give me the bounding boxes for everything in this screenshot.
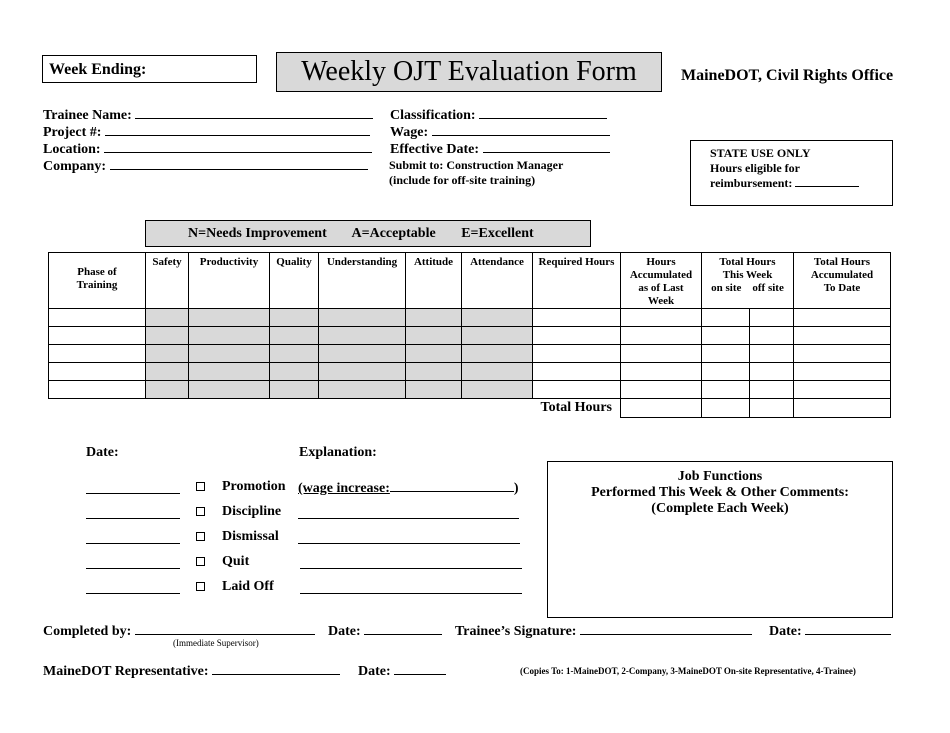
hours-cell[interactable]: [750, 327, 794, 345]
wage-field[interactable]: [390, 123, 610, 141]
representative-date-field[interactable]: [358, 662, 446, 680]
hours-cell[interactable]: [750, 363, 794, 381]
rating-cell[interactable]: [462, 327, 533, 345]
effective-date-field[interactable]: [390, 140, 610, 158]
col-hours-accumulated: Hours Accumulated as of Last Week: [621, 253, 702, 309]
reimbursement-line[interactable]: [795, 176, 859, 187]
hours-cell[interactable]: [702, 345, 750, 363]
company-line[interactable]: [110, 157, 368, 170]
hours-cell[interactable]: [533, 327, 621, 345]
phase-cell[interactable]: [49, 345, 146, 363]
hours-cell[interactable]: [621, 327, 702, 345]
state-use-box: [690, 140, 893, 206]
completed-by-line[interactable]: [135, 622, 315, 635]
wage-increase-close: ): [513, 481, 519, 496]
hours-cell[interactable]: [621, 381, 702, 399]
promotion-date-line[interactable]: [86, 493, 180, 494]
state-use-line1: Hours eligible for: [710, 161, 800, 175]
rating-cell[interactable]: [406, 363, 462, 381]
rating-cell[interactable]: [189, 327, 270, 345]
promotion-label: Promotion: [222, 479, 286, 494]
phase-cell[interactable]: [49, 327, 146, 345]
rating-cell[interactable]: [146, 309, 189, 327]
trainee-signature-field[interactable]: [455, 622, 752, 640]
rating-cell[interactable]: [270, 327, 319, 345]
total-cell[interactable]: [750, 399, 794, 418]
hours-cell[interactable]: [794, 309, 891, 327]
rating-cell[interactable]: [270, 381, 319, 399]
discipline-checkbox[interactable]: [196, 507, 205, 516]
hours-cell[interactable]: [750, 345, 794, 363]
job-functions-title: Job Functions: [677, 469, 763, 484]
wage-label: Wage:: [390, 125, 429, 140]
dismissal-explanation-line[interactable]: [298, 543, 520, 544]
hours-cell[interactable]: [533, 363, 621, 381]
trainee-name-label: Trainee Name:: [43, 108, 132, 123]
col-safety: Safety: [146, 253, 189, 309]
total-hours-label: Total Hours: [540, 400, 612, 415]
hours-cell[interactable]: [533, 345, 621, 363]
signature-date-label: Date:: [769, 624, 802, 639]
table-row: [49, 327, 891, 345]
action-date-label: Date:: [86, 445, 119, 460]
quit-label: Quit: [222, 554, 250, 569]
col-productivity: Productivity: [189, 253, 270, 309]
rating-cell[interactable]: [189, 345, 270, 363]
office-name: MaineDOT, Civil Rights Office: [681, 67, 894, 84]
reimbursement-label: reimbursement:: [710, 176, 793, 190]
job-functions-box[interactable]: [547, 461, 893, 618]
hours-cell[interactable]: [794, 345, 891, 363]
col-required-hours: Required Hours: [533, 253, 621, 309]
rating-cell[interactable]: [319, 363, 406, 381]
discipline-label: Discipline: [222, 504, 282, 519]
laid-off-date-line[interactable]: [86, 593, 180, 594]
completed-date-field[interactable]: [328, 622, 442, 640]
rating-cell[interactable]: [146, 381, 189, 399]
laid-off-label: Laid Off: [222, 579, 274, 594]
col-total-this-week: Total Hours This Week on site off site: [702, 253, 794, 309]
rating-cell[interactable]: [462, 309, 533, 327]
dismissal-label: Dismissal: [222, 529, 279, 544]
rating-legend: [145, 220, 591, 247]
form-title: Weekly OJT Evaluation Form: [276, 52, 662, 92]
promotion-explanation[interactable]: [298, 479, 519, 497]
laid-off-checkbox[interactable]: [196, 582, 205, 591]
hours-cell[interactable]: [621, 345, 702, 363]
rating-cell[interactable]: [319, 345, 406, 363]
state-use-line2: [710, 176, 892, 191]
trainee-signature-label: Trainee’s Signature:: [455, 624, 577, 639]
promotion-checkbox[interactable]: [196, 482, 205, 491]
total-cell[interactable]: [621, 399, 702, 418]
rating-cell[interactable]: [406, 345, 462, 363]
phase-cell[interactable]: [49, 309, 146, 327]
rating-cell[interactable]: [146, 327, 189, 345]
rating-cell[interactable]: [406, 309, 462, 327]
hours-cell[interactable]: [702, 381, 750, 399]
hours-cell[interactable]: [533, 381, 621, 399]
hours-cell[interactable]: [621, 363, 702, 381]
total-cell[interactable]: [794, 399, 891, 418]
signature-date-line[interactable]: [805, 622, 891, 635]
company-field[interactable]: [43, 157, 368, 175]
rating-cell[interactable]: [189, 309, 270, 327]
table-header-row: [49, 253, 891, 309]
rating-cell[interactable]: [146, 345, 189, 363]
rating-cell[interactable]: [319, 381, 406, 399]
hours-cell[interactable]: [702, 327, 750, 345]
effective-date-line[interactable]: [483, 140, 610, 153]
col-off-site: off site: [752, 282, 784, 294]
discipline-explanation-line[interactable]: [298, 518, 519, 519]
copies-note: (Copies To: 1-MaineDOT, 2-Company, 3-MaineDOT On-site Representative, 4-Trainee): [520, 666, 856, 676]
job-functions-subtitle: Performed This Week & Other Comments:: [591, 485, 849, 500]
completed-by-label: Completed by:: [43, 624, 132, 639]
col-phase: Phase of Training: [49, 253, 146, 309]
rating-cell[interactable]: [319, 309, 406, 327]
effective-date-label: Effective Date:: [390, 142, 480, 157]
representative-field[interactable]: [43, 662, 340, 680]
location-field[interactable]: [43, 140, 372, 158]
signature-date-field[interactable]: [769, 622, 891, 640]
total-hours-row: [49, 399, 891, 418]
hours-cell[interactable]: [750, 309, 794, 327]
wage-line[interactable]: [432, 123, 610, 136]
completed-date-label: Date:: [328, 624, 361, 639]
hours-cell[interactable]: [702, 363, 750, 381]
total-cell[interactable]: [702, 399, 750, 418]
trainee-name-field[interactable]: [43, 106, 373, 124]
rating-cell[interactable]: [189, 381, 270, 399]
table-row: [49, 309, 891, 327]
hours-cell[interactable]: [794, 327, 891, 345]
representative-date-line[interactable]: [394, 662, 446, 675]
col-on-site: on site: [711, 282, 742, 294]
classification-line[interactable]: [479, 106, 607, 119]
trainee-signature-line[interactable]: [580, 622, 752, 635]
legend-needs-improvement: N=Needs Improvement: [188, 226, 327, 241]
location-line[interactable]: [104, 140, 372, 153]
state-use-title: STATE USE ONLY: [710, 146, 811, 160]
job-functions-note: (Complete Each Week): [651, 501, 789, 516]
table-row: [49, 345, 891, 363]
col-understanding: Understanding: [319, 253, 406, 309]
hours-cell[interactable]: [621, 309, 702, 327]
project-field[interactable]: [43, 123, 370, 141]
hours-cell[interactable]: [794, 381, 891, 399]
quit-date-line[interactable]: [86, 568, 180, 569]
classification-label: Classification:: [390, 108, 476, 123]
dismissal-checkbox[interactable]: [196, 532, 205, 541]
rating-cell[interactable]: [319, 327, 406, 345]
week-ending-field[interactable]: Week Ending:: [42, 55, 257, 83]
rating-cell[interactable]: [146, 363, 189, 381]
trainee-name-line[interactable]: [135, 106, 373, 119]
quit-explanation-line[interactable]: [300, 568, 522, 569]
representative-date-label: Date:: [358, 664, 391, 679]
table-row: [49, 363, 891, 381]
project-label: Project #:: [43, 125, 102, 140]
col-quality: Quality: [270, 253, 319, 309]
rating-cell[interactable]: [462, 363, 533, 381]
location-label: Location:: [43, 142, 101, 157]
rating-cell[interactable]: [270, 363, 319, 381]
representative-label: MaineDOT Representative:: [43, 664, 209, 679]
legend-acceptable: A=Acceptable: [351, 226, 436, 241]
hours-cell[interactable]: [533, 309, 621, 327]
rating-cell[interactable]: [406, 327, 462, 345]
hours-cell[interactable]: [702, 309, 750, 327]
evaluation-table: [48, 252, 891, 418]
wage-increase-line[interactable]: [390, 479, 514, 492]
phase-cell[interactable]: [49, 381, 146, 399]
supervisor-note: (Immediate Supervisor): [173, 638, 259, 648]
rating-cell[interactable]: [406, 381, 462, 399]
submit-note: (include for off-site training): [389, 173, 536, 187]
quit-checkbox[interactable]: [196, 557, 205, 566]
completed-date-line[interactable]: [364, 622, 442, 635]
dismissal-date-line[interactable]: [86, 543, 180, 544]
discipline-date-line[interactable]: [86, 518, 180, 519]
col-total-to-date: Total Hours Accumulated To Date: [794, 253, 891, 309]
representative-line[interactable]: [212, 662, 340, 675]
laid-off-explanation-line[interactable]: [300, 593, 522, 594]
legend-excellent: E=Excellent: [461, 226, 534, 241]
rating-cell[interactable]: [462, 345, 533, 363]
phase-cell[interactable]: [49, 363, 146, 381]
wage-increase-label: (wage increase:: [298, 481, 390, 496]
company-label: Company:: [43, 159, 107, 174]
col-attendance: Attendance: [462, 253, 533, 309]
submit-to: Submit to: Construction Manager: [389, 158, 564, 172]
col-attitude: Attitude: [406, 253, 462, 309]
rating-cell[interactable]: [189, 363, 270, 381]
classification-field[interactable]: [390, 106, 607, 124]
rating-cell[interactable]: [270, 309, 319, 327]
explanation-label: Explanation:: [299, 445, 377, 460]
rating-cell[interactable]: [462, 381, 533, 399]
project-line[interactable]: [105, 123, 370, 136]
rating-cell[interactable]: [270, 345, 319, 363]
hours-cell[interactable]: [750, 381, 794, 399]
table-row: [49, 381, 891, 399]
hours-cell[interactable]: [794, 363, 891, 381]
